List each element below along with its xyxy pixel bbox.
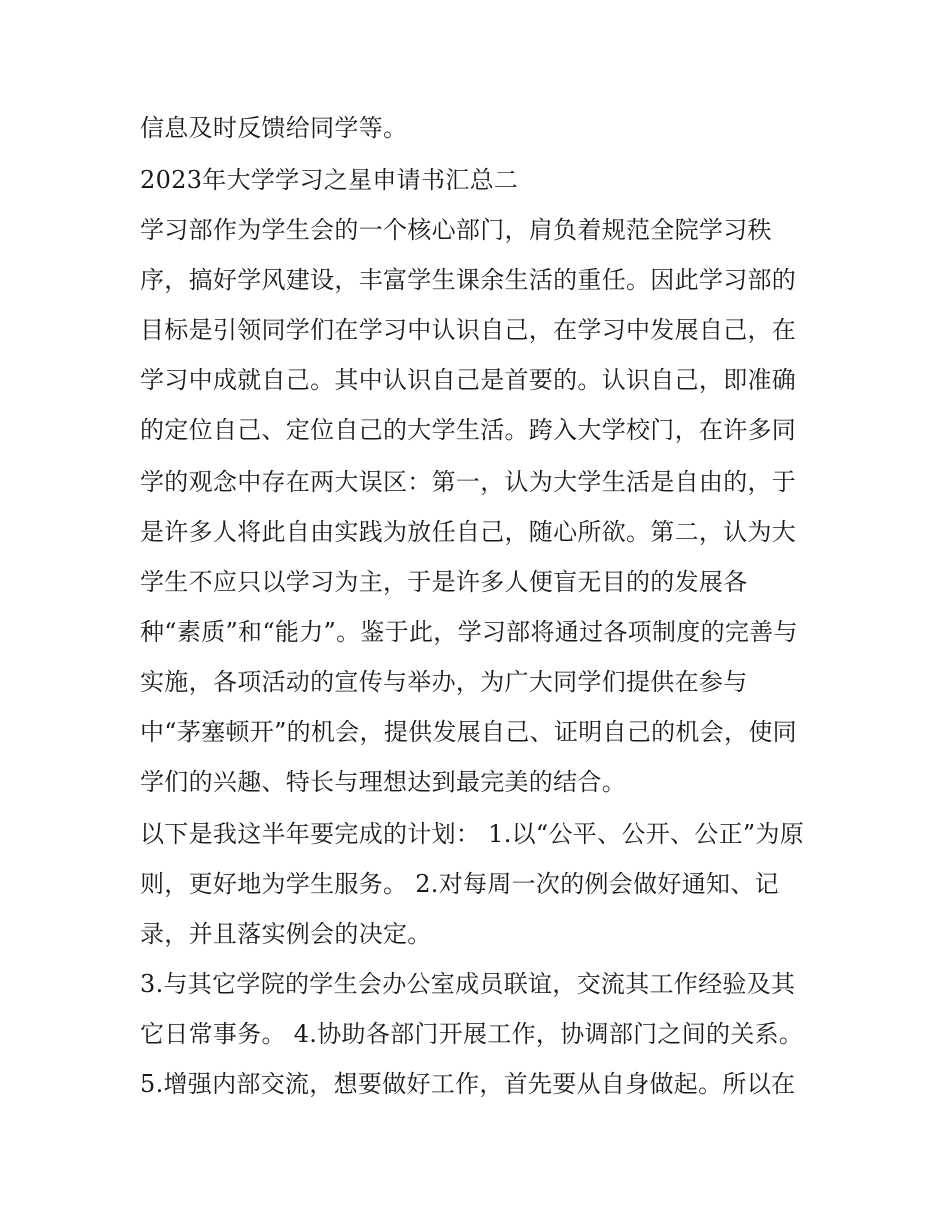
text-line: 3.与其它学院的学生会办公室成员联谊，交流其工作经验及其 bbox=[140, 970, 796, 998]
text-line: 信息及时反馈给同学等。 bbox=[140, 114, 408, 142]
text-line: 是许多人将此自由实践为放任自己，随心所欲。第二，认为大 bbox=[140, 518, 797, 546]
text-line: 种“素质”和“能力”。鉴于此，学习部将通过各项制度的完善与 bbox=[140, 618, 798, 646]
text-line: 学的观念中存在两大误区：第一，认为大学生活是自由的，于 bbox=[140, 468, 797, 496]
text-line: 学生不应只以学习为主，于是许多人便盲无目的的发展各 bbox=[140, 568, 748, 596]
text-line: 以下是我这半年要完成的计划： 1.以“公平、公开、公正”为原 bbox=[140, 820, 805, 848]
text-line: 的定位自己、定位自己的大学生活。跨入大学校门，在许多同 bbox=[140, 416, 797, 444]
text-line: 中“茅塞顿开”的机会，提供发展自己、证明自己的机会，使同 bbox=[140, 718, 797, 746]
text-line: 学们的兴趣、特长与理想达到最完美的结合。 bbox=[140, 768, 626, 796]
text-line: 实施，各项活动的宣传与举办，为广大同学们提供在参与 bbox=[140, 668, 748, 696]
text-line: 序，搞好学风建设，丰富学生课余生活的重任。因此学习部的 bbox=[140, 266, 797, 294]
text-line: 录，并且落实例会的决定。 bbox=[140, 920, 432, 948]
text-line: 则，更好地为学生服务。 2.对每周一次的例会做好通知、记 bbox=[140, 870, 779, 898]
text-line: 学习部作为学生会的一个核心部门，肩负着规范全院学习秩 bbox=[140, 216, 772, 244]
section-heading: 2023年大学学习之星申请书汇总二 bbox=[140, 166, 519, 194]
text-line: 学习中成就自己。其中认识自己是首要的。认识自己，即准确 bbox=[140, 366, 797, 394]
text-line: 它日常事务。 4.协助各部门开展工作，协调部门之间的关系。 bbox=[140, 1020, 804, 1048]
text-line: 目标是引领同学们在学习中认识自己，在学习中发展自己，在 bbox=[140, 316, 797, 344]
text-line: 5.增强内部交流，想要做好工作，首先要从自身做起。所以在 bbox=[140, 1070, 796, 1098]
